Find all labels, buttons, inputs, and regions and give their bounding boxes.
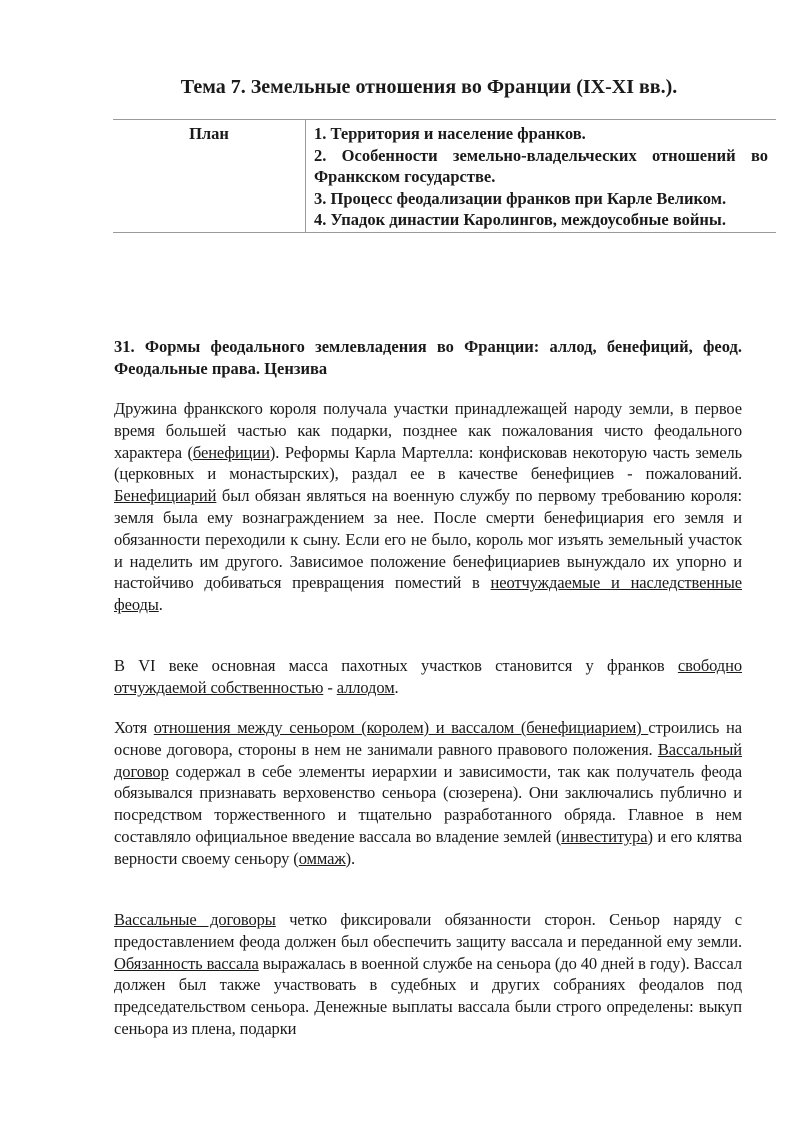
text-run: выражалась в военной службе на сеньора (до 40 дней в году). Вассал должен был также участвовать в судебных и других собраниях феодалов под председательством сеньора. Денежные выплаты вассала были строго определены: выкуп сеньора из плена, подарки <box>114 953 742 1038</box>
underlined-term: Вассальные договоры <box>114 910 276 929</box>
underlined-term: инвеститура <box>561 826 648 846</box>
plan-item: 2. Особенности земельно-владельческих отношений во Франкском государстве. <box>314 145 768 186</box>
underlined-term: феоды <box>114 595 159 615</box>
text-run: содержал в себе элементы иерархии и зависимости, так как получатель феода обязывался признавать верховенство сеньора (сюзерена). Они заключались публично и посредством торжественного и тщательно разработанного обряда. Главное в нем составляло официальное введение вассала во владение землей ( <box>114 761 742 846</box>
paragraph <box>114 398 742 616</box>
underlined-term: бенефиции <box>192 442 270 462</box>
underlined-term: оммаж <box>298 848 346 868</box>
plan-item: 4. Упадок династии Каролингов, междоусобные войны. <box>314 210 726 229</box>
plan-items <box>306 120 776 232</box>
plan-item: 1. Территория и население франков. <box>314 124 586 143</box>
plan-item: 3. Процесс феодализации франков при Карле Великом. <box>314 188 727 208</box>
text-run: был обязан являться на военную службу по первому требованию короля: земля была ему вознаграждением за нее. После смерти бенефициария его земля и обязанности переходили к сыну. Если его не было, король мог изъять земельный участок и наделить им другого. Зависимое положение бенефициариев вынуждало их упорно и настойчиво добиваться превращения поместий в <box>114 486 742 593</box>
underlined-term: неотчуждаемые и наследственные <box>490 573 742 593</box>
text-run: . <box>394 677 399 697</box>
text-run: ) и его клятва верности своему сеньору ( <box>114 826 742 868</box>
text-run: Хотя <box>114 718 154 737</box>
underlined-term: свободно отчуждаемой собственностью <box>114 656 742 697</box>
underlined-term: Вассальный договор <box>114 739 742 781</box>
document-title: Тема 7. Земельные отношения во Франции (IX-XI вв.). <box>180 76 678 98</box>
text-run: - <box>323 677 337 697</box>
text-run: ). <box>345 848 356 868</box>
underlined-term: аллодом <box>336 677 395 697</box>
text-run: четко фиксировали обязанности сторон. Сеньор наряду с предоставлением феода должен был обеспечить защиту вассала и переданной ему земли. <box>114 910 742 951</box>
paragraph <box>114 655 742 699</box>
section-title: 31. Формы феодального землевладения во Франции: аллод, бенефиций, феод. Феодальные права. Цензива <box>114 337 742 378</box>
paragraph <box>114 717 742 870</box>
plan-label: План <box>113 120 306 232</box>
underlined-term: Обязанность вассала <box>114 953 259 973</box>
plan-table <box>113 119 776 233</box>
paragraph <box>114 909 742 1040</box>
text-run: Дружина франкского короля получала участки принадлежащей народу земли, в первое время большей частью как подарки, позднее как пожалования чисто феодального характера ( <box>114 399 742 462</box>
text-run: . <box>158 595 163 615</box>
text-run: строились на основе договора, стороны в нем не занимали равного правового положения. <box>114 718 742 759</box>
text-run: ). Реформы Карла Мартелла: конфисковав некоторую часть земель (церковных и монастырских), раздал ее в качестве бенефициев - пожалований. <box>114 442 743 484</box>
underlined-term: Бенефициарий <box>114 486 217 506</box>
underlined-term: отношения между сеньором (королем) и вассалом (бенефициарием) <box>153 718 649 737</box>
text-run: В VI веке основная масса пахотных участков становится у франков <box>114 656 678 675</box>
